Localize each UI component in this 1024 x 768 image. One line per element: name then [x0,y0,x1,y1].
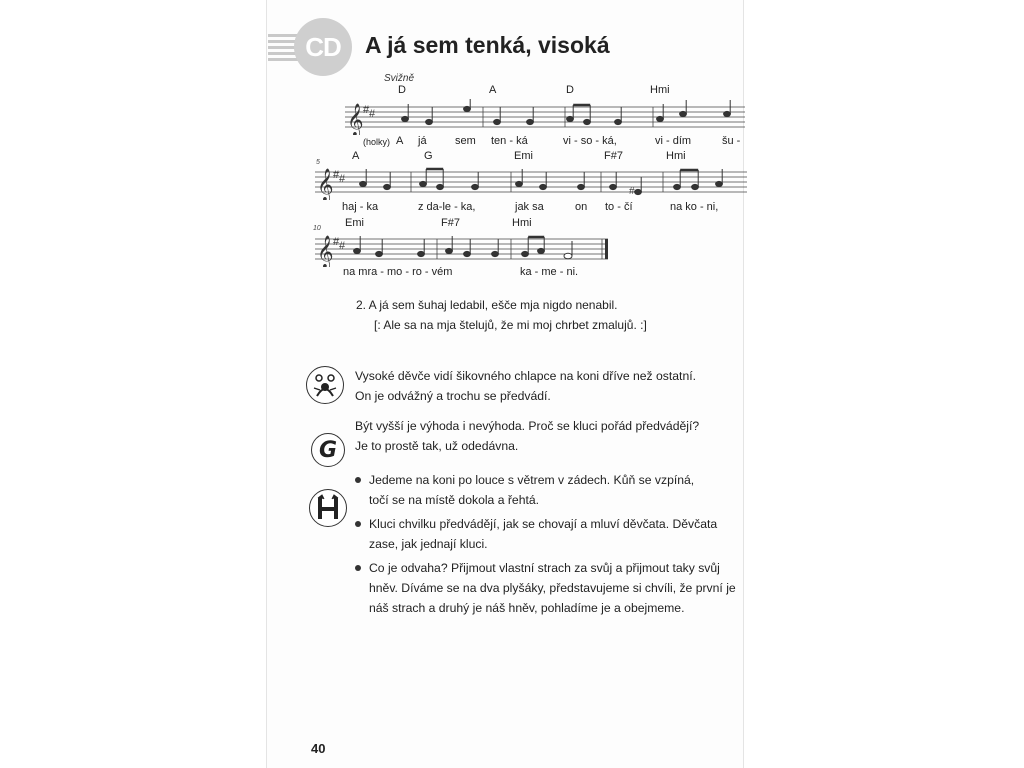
lyric-syllable: ka - me - ni. [520,266,579,278]
lyric-syllable: z da-le - ka, [418,201,476,213]
lyric-syllable: já [418,135,427,147]
chord: Hmi [512,217,532,229]
chord: Hmi [650,84,670,96]
paragraph-2 [355,416,735,456]
chord: Hmi [666,150,686,162]
chord: D [566,84,574,96]
lyric-syllable: vi - so - ká, [563,135,617,147]
measure-number: 10 [313,225,321,232]
chord: D [398,84,406,96]
svg-text:#: # [629,186,635,197]
chord: F#7 [441,217,460,229]
paragraph-1 [355,366,735,406]
chord: A [352,150,360,162]
lyric-syllable: šu - [722,135,741,147]
lyric-syllable: A [396,135,404,147]
letter-h-cat-icon [309,489,347,527]
music-staff-row-2 [315,164,747,200]
music-cat-icon [306,366,344,404]
paragraph-line: Být vyšší je výhoda i nevýhoda. Proč se kluci pořád předvádějí? [355,419,700,433]
measure-number: 5 [316,159,320,166]
voice-indication: (holky) [363,137,391,147]
list-item: Co je odvaha? Přijmout vlastní strach za svůj a přijmout taky svůj hněv. Díváme se na dva plyšáky, představujeme si chvíli, že první je náš strach a druhý je náš hněv, pohladíme je a obejmeme. [354,558,739,618]
lyric-syllable: na mra - mo - ro - vém [343,266,453,278]
verse-2-line-1: 2. A já sem šuhaj ledabil, ešče mja nigdo nenabil. [356,298,618,312]
page-number: 40 [311,741,326,756]
lyric-syllable: to - čí [605,201,633,213]
svg-text:𝄞: 𝄞 [347,103,364,135]
verse-2-line-2: [: Ale sa na mja štelujů, že mi moj chrbet zmalujů. :] [374,318,647,332]
lyric-syllable: haj - ka [342,201,379,213]
svg-text:#: # [339,173,346,185]
paragraph-line: Vysoké děvče vidí šikovného chlapce na koni dříve než ostatní. [355,369,696,383]
chord: Emi [514,150,533,162]
svg-text:𝄞: 𝄞 [317,168,334,200]
paragraph-line: On je odvážný a trochu se předvádí. [355,389,551,403]
song-title: A já sem tenká, visoká [365,32,610,58]
lyric-syllable: vi - dím [655,135,692,147]
lyric-syllable: na ko - ni, [670,201,719,213]
chord: A [489,84,497,96]
chord: Emi [345,217,364,229]
svg-text:#: # [369,108,376,120]
lyric-syllable: ten - ká [491,135,528,147]
svg-text:#: # [363,104,370,116]
tempo-marking: Svižně [384,73,415,84]
chord: G [424,150,433,162]
paragraph-line: Je to prostě tak, už odedávna. [355,439,519,453]
svg-text:#: # [333,169,340,181]
chord: F#7 [604,150,623,162]
lyric-syllable: jak sa [515,201,544,213]
cd-badge: CD [294,18,352,76]
lyric-syllable: on [575,201,588,213]
activity-list [354,470,739,622]
list-item: Kluci chvilku předvádějí, jak se chovají a mluví děvčata. Děvčata zase, jak jednají kluci. [354,514,739,554]
svg-text:#: # [339,240,346,252]
music-staff-row-1 [345,99,745,135]
list-item: Jedeme na koni po louce s větrem v zádech. Kůň se vzpíná, točí se na místě dokola a řehtá. [354,470,699,510]
svg-text:#: # [333,236,340,248]
lyric-syllable: sem [455,135,476,147]
letter-g-icon: G [311,433,345,467]
svg-text:𝄞: 𝄞 [317,235,334,267]
music-staff-row-3 [315,231,611,267]
